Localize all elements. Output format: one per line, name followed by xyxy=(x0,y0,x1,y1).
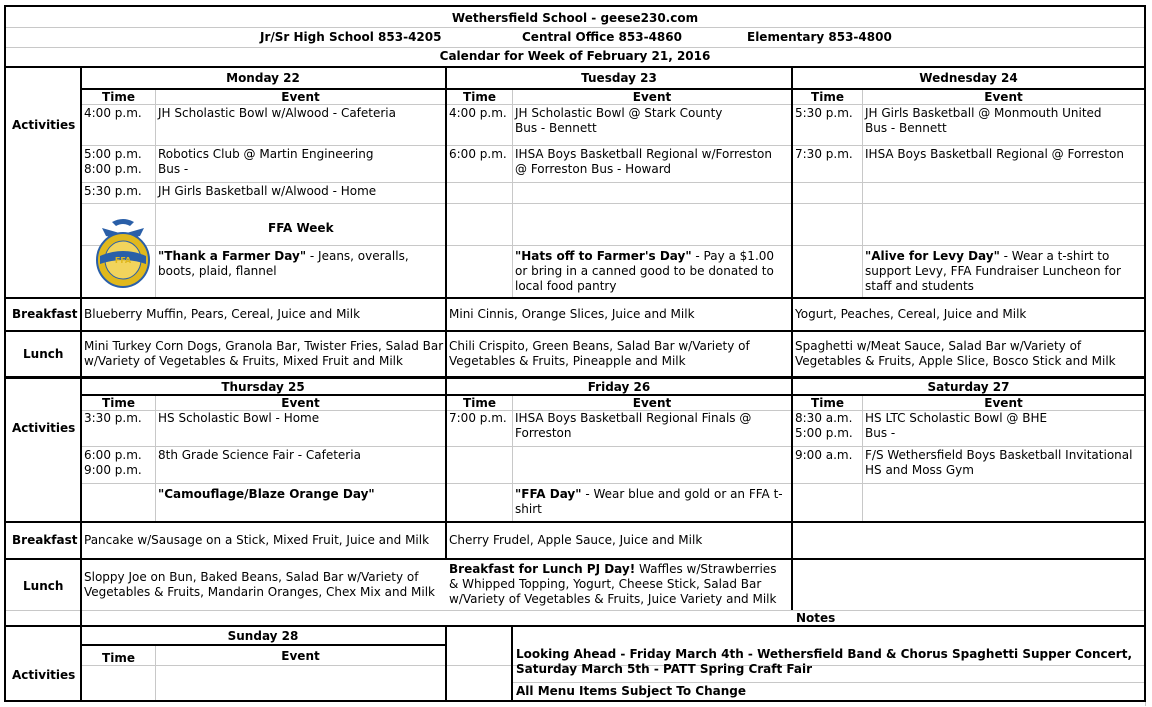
day-header-wed: Wednesday 24 xyxy=(919,71,1018,85)
mon-theme-detail: - Jeans, overalls, boots, plaid, flannel xyxy=(158,249,409,278)
mon-breakfast: Blueberry Muffin, Pears, Cereal, Juice and Milk xyxy=(84,307,361,321)
col-time-sat: Time xyxy=(811,396,844,410)
svg-text:FFA: FFA xyxy=(114,256,132,265)
row-label-activities-3: Activities xyxy=(12,668,76,682)
row-label-activities-1: Activities xyxy=(12,118,76,132)
tue-breakfast: Mini Cinnis, Orange Slices, Juice and Milk xyxy=(449,307,695,321)
ffa-emblem-icon xyxy=(94,216,152,288)
col-time-mon: Time xyxy=(102,90,135,104)
row-label-breakfast-1: Breakfast xyxy=(12,307,78,321)
menu-disclaimer: All Menu Items Subject To Change xyxy=(516,684,746,698)
fri-theme xyxy=(515,487,789,517)
tue-time-2: 6:00 p.m. xyxy=(449,147,507,161)
mon-theme xyxy=(158,249,442,279)
mon-time-2b: 8:00 p.m. xyxy=(84,162,142,176)
col-time-thu: Time xyxy=(102,396,135,410)
mon-theme-title: "Thank a Farmer Day" xyxy=(158,249,307,263)
col-time-wed: Time xyxy=(811,90,844,104)
fri-time-1: 7:00 p.m. xyxy=(449,411,507,425)
thu-event-1: HS Scholastic Bowl - Home xyxy=(158,411,320,425)
mon-event-2b: Bus - xyxy=(158,162,189,176)
wed-theme xyxy=(865,249,1137,294)
thu-lunch: Sloppy Joe on Bun, Baked Beans, Salad Bar w/Variety of Vegetables & Fruits, Mandarin Oranges, Chex Mix and Milk xyxy=(84,570,436,599)
row-label-lunch-1: Lunch xyxy=(23,347,64,361)
col-time-fri: Time xyxy=(463,396,496,410)
mon-event-1: JH Scholastic Bowl w/Alwood - Cafeteria xyxy=(158,106,396,120)
thu-time-1: 3:30 p.m. xyxy=(84,411,142,425)
week-title: Calendar for Week of February 21, 2016 xyxy=(439,49,711,63)
mon-time-2a: 5:00 p.m. xyxy=(84,147,142,161)
mon-event-3: JH Girls Basketball w/Alwood - Home xyxy=(158,184,377,198)
mon-time-1: 4:00 p.m. xyxy=(84,106,142,120)
day-header-sun: Sunday 28 xyxy=(227,629,299,643)
wed-time-2: 7:30 p.m. xyxy=(795,147,853,161)
thu-time-2b: 9:00 p.m. xyxy=(84,463,142,477)
tue-theme-detail: - Pay a $1.00 or bring in a canned good to be donated to local food pantry xyxy=(515,249,775,293)
looking-ahead-note: Looking Ahead - Friday March 4th - Wethersfield Band & Chorus Spaghetti Supper Concert, Saturday March 5th - PATT Spring Craft Fair xyxy=(516,647,1133,676)
fri-lunch xyxy=(449,562,789,607)
sat-event-1b: Bus - xyxy=(865,426,896,440)
notes-label: Notes xyxy=(796,611,836,625)
sat-event-2: F/S Wethersfield Boys Basketball Invitational HS and Moss Gym xyxy=(865,448,1133,477)
day-header-sat: Saturday 27 xyxy=(927,380,1010,394)
wed-theme-title: "Alive for Levy Day" xyxy=(865,249,1000,263)
tue-event-2: IHSA Boys Basketball Regional w/Forreston @ Forreston Bus - Howard xyxy=(515,147,773,176)
row-label-lunch-2: Lunch xyxy=(23,579,64,593)
tue-theme xyxy=(515,249,789,294)
day-header-mon: Monday 22 xyxy=(226,71,300,85)
wed-theme-detail: - Wear a t-shirt to support Levy, FFA Fundraiser Luncheon for staff and students xyxy=(865,249,1121,293)
thu-event-2: 8th Grade Science Fair - Cafeteria xyxy=(158,448,361,462)
jrsr-phone: Jr/Sr High School 853-4205 xyxy=(260,30,442,44)
col-event-sat: Event xyxy=(984,396,1023,410)
wed-time-1: 5:30 p.m. xyxy=(795,106,853,120)
tue-time-1: 4:00 p.m. xyxy=(449,106,507,120)
wed-breakfast: Yogurt, Peaches, Cereal, Juice and Milk xyxy=(795,307,1027,321)
col-event-tue: Event xyxy=(632,90,672,104)
sat-time-1b: 5:00 p.m. xyxy=(795,426,853,440)
day-header-tue: Tuesday 23 xyxy=(581,71,657,85)
row-label-activities-2: Activities xyxy=(12,421,76,435)
thu-breakfast: Pancake w/Sausage on a Stick, Mixed Fruit, Juice and Milk xyxy=(84,533,430,547)
mon-time-3: 5:30 p.m. xyxy=(84,184,142,198)
elementary-phone: Elementary 853-4800 xyxy=(747,30,892,44)
day-header-thu: Thursday 25 xyxy=(221,380,305,394)
thu-time-2a: 6:00 p.m. xyxy=(84,448,142,462)
school-title: Wethersfield School - geese230.com xyxy=(451,11,699,25)
mon-lunch: Mini Turkey Corn Dogs, Granola Bar, Twister Fries, Salad Bar w/Variety of Vegetables & Fruits, Mixed Fruit and Milk xyxy=(84,339,444,368)
col-time-tue: Time xyxy=(463,90,496,104)
sat-time-2: 9:00 a.m. xyxy=(795,448,853,462)
wed-event-2: IHSA Boys Basketball Regional @ Forreston xyxy=(865,147,1124,161)
col-time-sun: Time xyxy=(102,651,135,665)
mon-event-2a: Robotics Club @ Martin Engineering xyxy=(158,147,374,161)
wed-event-1: JH Girls Basketball @ Monmouth United Bus - Bennett xyxy=(865,106,1102,135)
fri-lunch-title: Breakfast for Lunch PJ Day! xyxy=(449,562,636,576)
col-event-mon: Event xyxy=(281,90,320,104)
tue-lunch: Chili Crispito, Green Beans, Salad Bar w/Variety of Vegetables & Fruits, Pineapple and Milk xyxy=(449,339,750,368)
tue-theme-title: "Hats off to Farmer's Day" xyxy=(515,249,692,263)
ffa-week-label: FFA Week xyxy=(268,221,334,235)
fri-breakfast: Cherry Frudel, Apple Sauce, Juice and Milk xyxy=(449,533,703,547)
thu-theme-title: "Camouflage/Blaze Orange Day" xyxy=(158,487,375,501)
sat-event-1a: HS LTC Scholastic Bowl @ BHE xyxy=(865,411,1048,425)
tue-event-1: JH Scholastic Bowl @ Stark County Bus - Bennett xyxy=(515,106,723,135)
fri-theme-title: "FFA Day" xyxy=(515,487,582,501)
wed-lunch: Spaghetti w/Meat Sauce, Salad Bar w/Variety of Vegetables & Fruits, Apple Slice, Bosco Stick and Milk xyxy=(795,339,1116,368)
fri-lunch-detail: Waffles w/Strawberries & Whipped Topping, Yogurt, Cheese Stick, Salad Bar w/Variety of Vegetables & Fruits, Juice Variety and Milk xyxy=(449,562,777,606)
fri-theme-detail: - Wear blue and gold or an FFA t-shirt xyxy=(515,487,783,516)
fri-event-1: IHSA Boys Basketball Regional Finals @ Forreston xyxy=(515,411,752,440)
sat-time-1a: 8:30 a.m. xyxy=(795,411,853,425)
central-office-phone: Central Office 853-4860 xyxy=(522,30,682,44)
col-event-fri: Event xyxy=(632,396,672,410)
col-event-sun: Event xyxy=(281,649,320,663)
col-event-wed: Event xyxy=(984,90,1023,104)
col-event-thu: Event xyxy=(281,396,320,410)
day-header-fri: Friday 26 xyxy=(587,380,651,394)
row-label-breakfast-2: Breakfast xyxy=(12,533,78,547)
